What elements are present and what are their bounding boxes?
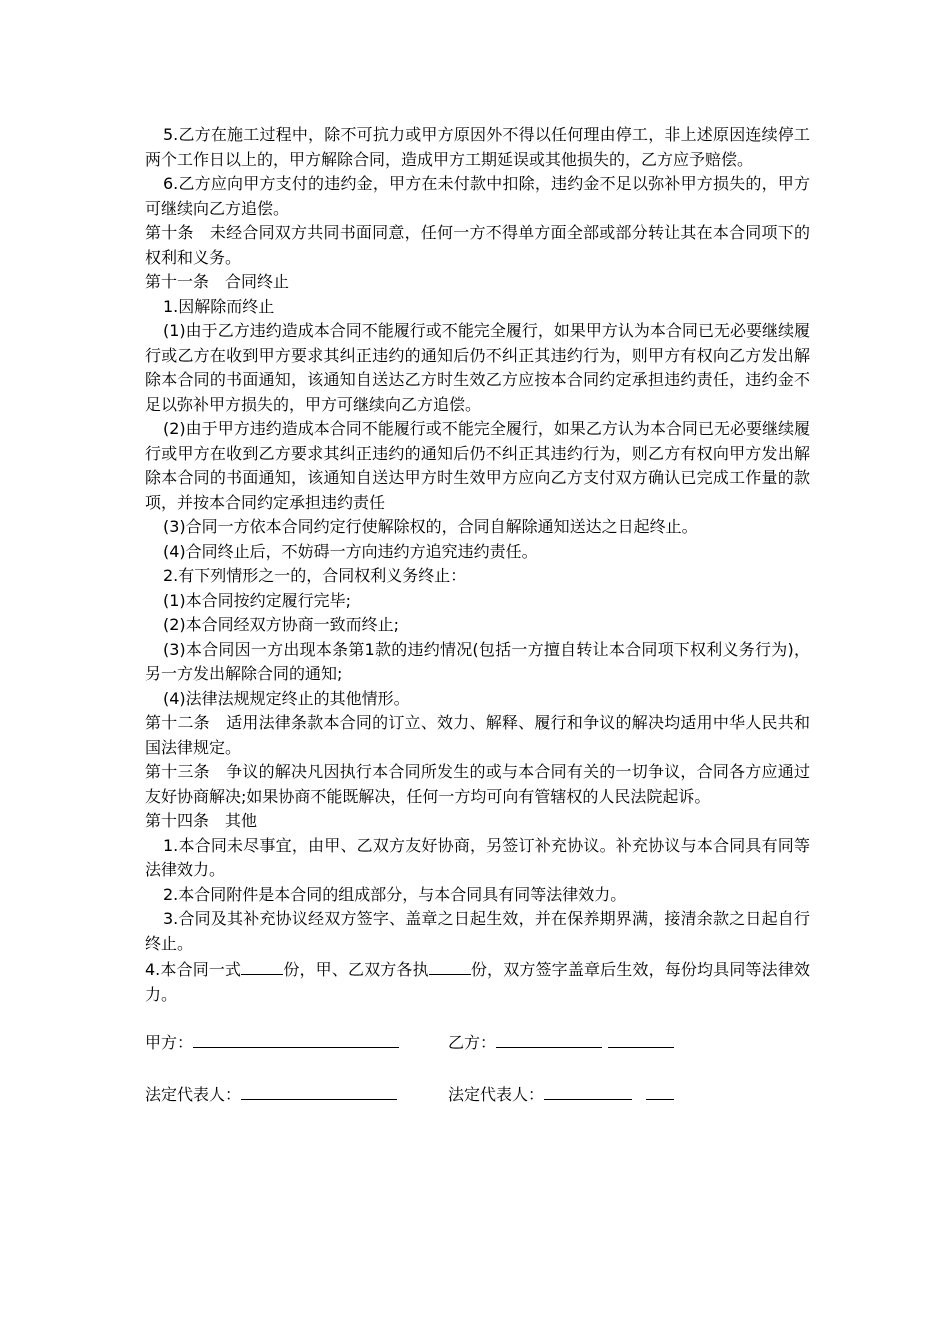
rep-b-blank — [544, 1081, 632, 1100]
party-b-blank-tail — [608, 1029, 674, 1048]
clause-14-item-4 — [145, 956, 810, 1007]
contract-paragraph: (1)本合同按约定履行完毕; — [163, 590, 352, 610]
rep-a-blank — [241, 1081, 355, 1100]
contract-paragraph: 第十一条 合同终止 — [145, 272, 290, 291]
contract-paragraph: 2.有下列情形之一的，合同权利义务终止： — [163, 566, 467, 585]
contract-paragraph: (3)合同一方依本合同约定行使解除权的，合同自解除通知送达之日起终止。 — [163, 517, 698, 536]
clause-4-text-2: 份，甲、乙双方各执 — [283, 960, 429, 979]
signature-block — [145, 1029, 810, 1133]
signature-row-representative — [145, 1081, 810, 1133]
contract-paragraph: 3.合同及其补充协议经双方签字、盖章之日起生效，并在保养期界满，接清余款之日起自行终止。 — [145, 909, 810, 953]
party-b-label: 乙方： — [448, 1033, 497, 1052]
clause-4-text-1: 4.本合同一式 — [145, 960, 242, 979]
party-a-blank — [193, 1029, 365, 1048]
contract-paragraph: (2)本合同经双方协商一致而终止; — [163, 615, 400, 634]
contract-paragraph: 第十二条 适用法律条款本合同的订立、效力、解释、履行和争议的解决均适用中华人民共和国法律规定。 — [145, 713, 810, 757]
copies-total-blank — [241, 956, 283, 975]
contract-paragraph: (4)法律法规规定终止的其他情形。 — [163, 688, 410, 708]
clause-4-text-3: 份，双方签字盖章后生效，每份均具同等法律效力。 — [145, 960, 810, 1004]
contract-paragraph: (4)合同终止后，不妨碍一方向违约方追究违约责任。 — [163, 541, 538, 561]
contract-body — [145, 123, 810, 1133]
rep-a-label: 法定代表人： — [145, 1085, 242, 1104]
contract-paragraph: 1.本合同未尽事宜，由甲、乙双方友好协商，另签订补充协议。补充协议与本合同具有同等法律效力。 — [145, 835, 810, 879]
contract-paragraph: 2.本合同附件是本合同的组成部分，与本合同具有同等法律效力。 — [163, 884, 627, 904]
contract-paragraph: (2)由于甲方违约造成本合同不能履行或不能完全履行，如果乙方认为本合同已无必要继续履行或甲方在收到乙方要求其纠正违约的通知后仍不纠正其违约行为，则乙方有权向甲方发出解除本合同的书面通知，该通知自送达甲方时生效甲方应向乙方支付双方确认已完成工作量的款项，并按本合同约定承担违约责任 — [145, 419, 810, 512]
signature-row-party — [145, 1029, 810, 1081]
contract-paragraph: 第十三条 争议的解决凡因执行本合同所发生的或与本合同有关的一切争议，合同各方应通过友好协商解决;如果协商不能既解决，任何一方均可向有管辖权的人民法院起诉。 — [145, 762, 810, 806]
contract-paragraph: (3)本合同因一方出现本条第1款的违约情况(包括一方擅自转让本合同项下权利义务行为)，另一方发出解除合同的通知; — [145, 639, 810, 683]
rep-b-blank-tail — [646, 1081, 674, 1100]
rep-a-blank-tail — [355, 1081, 397, 1100]
party-b-blank — [496, 1029, 602, 1048]
clause-list — [145, 123, 810, 956]
party-b-signature — [448, 1029, 674, 1055]
copies-each-blank — [429, 956, 471, 975]
contract-paragraph: (1)由于乙方违约造成本合同不能履行或不能完全履行，如果甲方认为本合同已无必要继续履行或乙方在收到甲方要求其纠正违约的通知后仍不纠正其违约行为，则甲方有权向乙方发出解除本合同的书面通知，该通知自送达乙方时生效乙方应按本合同约定承担违约责任，违约金不足以弥补甲方损失的，甲方可继续向乙方追偿。 — [145, 321, 810, 414]
contract-paragraph: 1.因解除而终止 — [163, 296, 275, 316]
party-a-blank-tail — [365, 1029, 399, 1048]
contract-paragraph: 6.乙方应向甲方支付的违约金，甲方在未付款中扣除，违约金不足以弥补甲方损失的，甲方可继续向乙方追偿。 — [145, 174, 810, 218]
contract-paragraph: 5.乙方在施工过程中，除不可抗力或甲方原因外不得以任何理由停工，非上述原因连续停工两个工作日以上的，甲方解除合同，造成甲方工期延误或其他损失的，乙方应予赔偿。 — [145, 125, 810, 169]
party-a-label: 甲方： — [145, 1033, 194, 1052]
rep-b-signature — [448, 1081, 674, 1107]
rep-a-signature — [145, 1081, 397, 1107]
party-a-signature — [145, 1029, 399, 1055]
rep-b-label: 法定代表人： — [448, 1085, 545, 1104]
contract-paragraph: 第十条 未经合同双方共同书面同意，任何一方不得单方面全部或部分转让其在本合同项下的权利和义务。 — [145, 223, 810, 267]
contract-paragraph: 第十四条 其他 — [145, 811, 258, 830]
